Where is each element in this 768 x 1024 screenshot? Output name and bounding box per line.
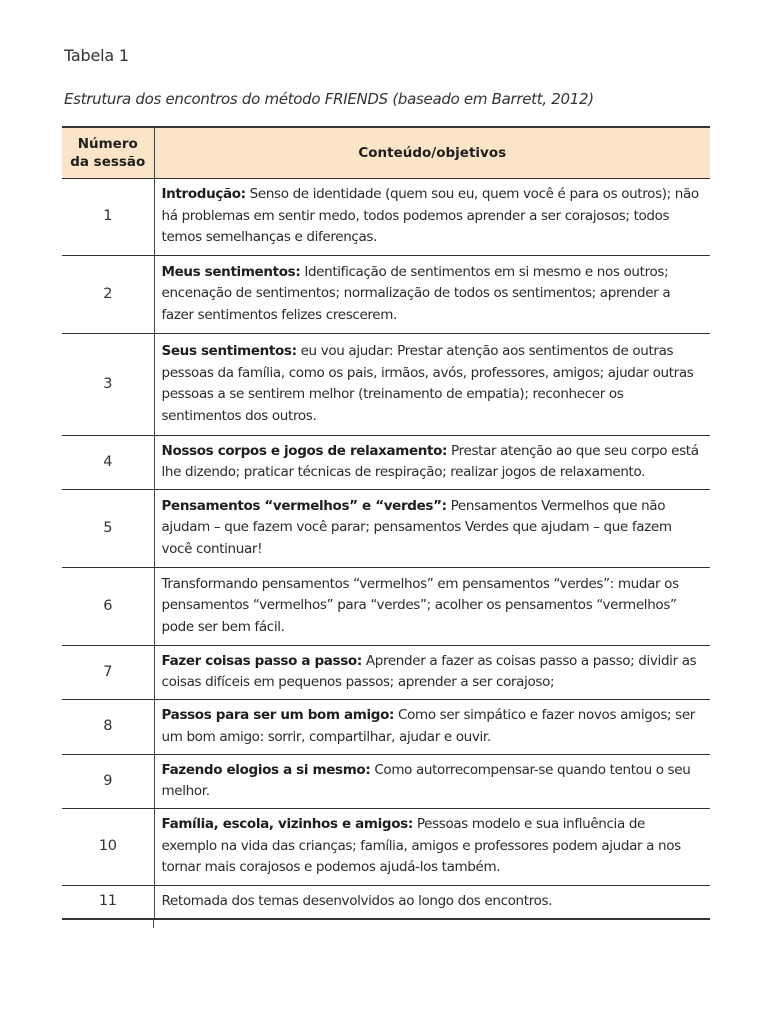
table-row	[62, 646, 710, 700]
session-description: Pessoas modelo e sua influência de exemplo na vida das crianças; família, amigos e professores podem ajudar a nos tornar mais corajosos e podemos ajudá-los também.	[161, 816, 681, 876]
table-header-row	[62, 127, 710, 179]
table-row	[62, 568, 710, 646]
column-divider-tail	[153, 920, 154, 928]
session-content	[154, 179, 710, 256]
session-description: Como autorrecompensar-se quando tentou o seu melhor.	[161, 761, 691, 799]
session-description: Como ser simpático e fazer novos amigos; ser um bom amigo: sorrir, compartilhar, ajudar e ouvir.	[161, 707, 696, 745]
session-content	[154, 700, 710, 755]
session-title: Fazendo elogios a si mesmo:	[161, 761, 371, 778]
session-content	[154, 886, 710, 919]
session-title: Família, escola, vizinhos e amigos:	[161, 816, 413, 833]
table-row	[62, 809, 710, 886]
sessions-table	[62, 126, 710, 920]
table-row	[62, 334, 710, 436]
session-content	[154, 755, 710, 809]
session-title: Pensamentos “vermelhos” e “verdes”:	[161, 497, 447, 514]
session-title: Introdução:	[161, 186, 246, 203]
session-description: Retomada dos temas desenvolvidos ao longo dos encontros.	[161, 892, 553, 909]
table-row	[62, 755, 710, 809]
session-title: Fazer coisas passo a passo:	[161, 652, 362, 669]
session-number: 11	[62, 886, 154, 919]
session-title: Passos para ser um bom amigo:	[161, 707, 395, 723]
session-description: Prestar atenção ao que seu corpo está lhe dizendo; praticar técnicas de respiração; realizar jogos de relaxamento.	[161, 442, 699, 480]
session-number: 7	[62, 646, 154, 700]
session-content	[154, 256, 710, 334]
header-content-objectives: Conteúdo/objetivos	[154, 127, 710, 179]
session-number: 5	[62, 490, 154, 568]
session-number: 9	[62, 755, 154, 809]
session-description: Aprender a fazer as coisas passo a passo; dividir as coisas difíceis em pequenos passos; aprender a ser corajoso;	[161, 652, 697, 690]
session-description: Identificação de sentimentos em si mesmo e nos outros; encenação de sentimentos; normalização de todos os sentimentos; aprender a fazer sentimentos felizes crescerem.	[161, 263, 671, 323]
session-number: 6	[62, 568, 154, 646]
session-content	[154, 436, 710, 490]
session-number: 2	[62, 256, 154, 334]
table-row	[62, 700, 710, 755]
table-row	[62, 886, 710, 919]
table-label: Tabela 1	[64, 46, 129, 65]
table-caption: Estrutura dos encontros do método FRIENDS (baseado em Barrett, 2012)	[64, 90, 594, 108]
session-number: 1	[62, 179, 154, 256]
session-description: Senso de identidade (quem sou eu, quem você é para os outros); não há problemas em sentir medo, todos podemos aprender a ser corajosos; todos temos semelhanças e diferenças.	[161, 186, 699, 246]
table-row	[62, 256, 710, 334]
table-row	[62, 436, 710, 490]
session-title: Seus sentimentos:	[161, 343, 297, 359]
session-description: eu vou ajudar: Prestar atenção aos sentimentos de outras pessoas da família, como os pais, irmãos, avós, professores, amigos; ajudar outras pessoas a se sentirem melhor (treinamento de empatia); reconhecer os sentimentos dos outros.	[161, 343, 694, 424]
session-title: Meus sentimentos:	[161, 263, 301, 280]
session-description: Pensamentos Vermelhos que não ajudam – que fazem você parar; pensamentos Verdes que ajudam – que fazem você continuar!	[161, 497, 672, 557]
session-content	[154, 646, 710, 700]
session-number: 10	[62, 809, 154, 886]
session-number: 8	[62, 700, 154, 755]
session-content	[154, 490, 710, 568]
session-description: Transformando pensamentos “vermelhos” em pensamentos “verdes”: mudar os pensamentos “vermelhos” para “verdes”; acolher os pensamentos “vermelhos” pode ser bem fácil.	[161, 575, 679, 635]
session-title: Nossos corpos e jogos de relaxamento:	[161, 442, 448, 459]
session-number: 3	[62, 334, 154, 436]
session-content	[154, 809, 710, 886]
table-row	[62, 179, 710, 256]
header-session-number: Número da sessão	[62, 127, 154, 179]
session-content	[154, 568, 710, 646]
session-content	[154, 334, 710, 436]
session-number: 4	[62, 436, 154, 490]
table-row	[62, 490, 710, 568]
